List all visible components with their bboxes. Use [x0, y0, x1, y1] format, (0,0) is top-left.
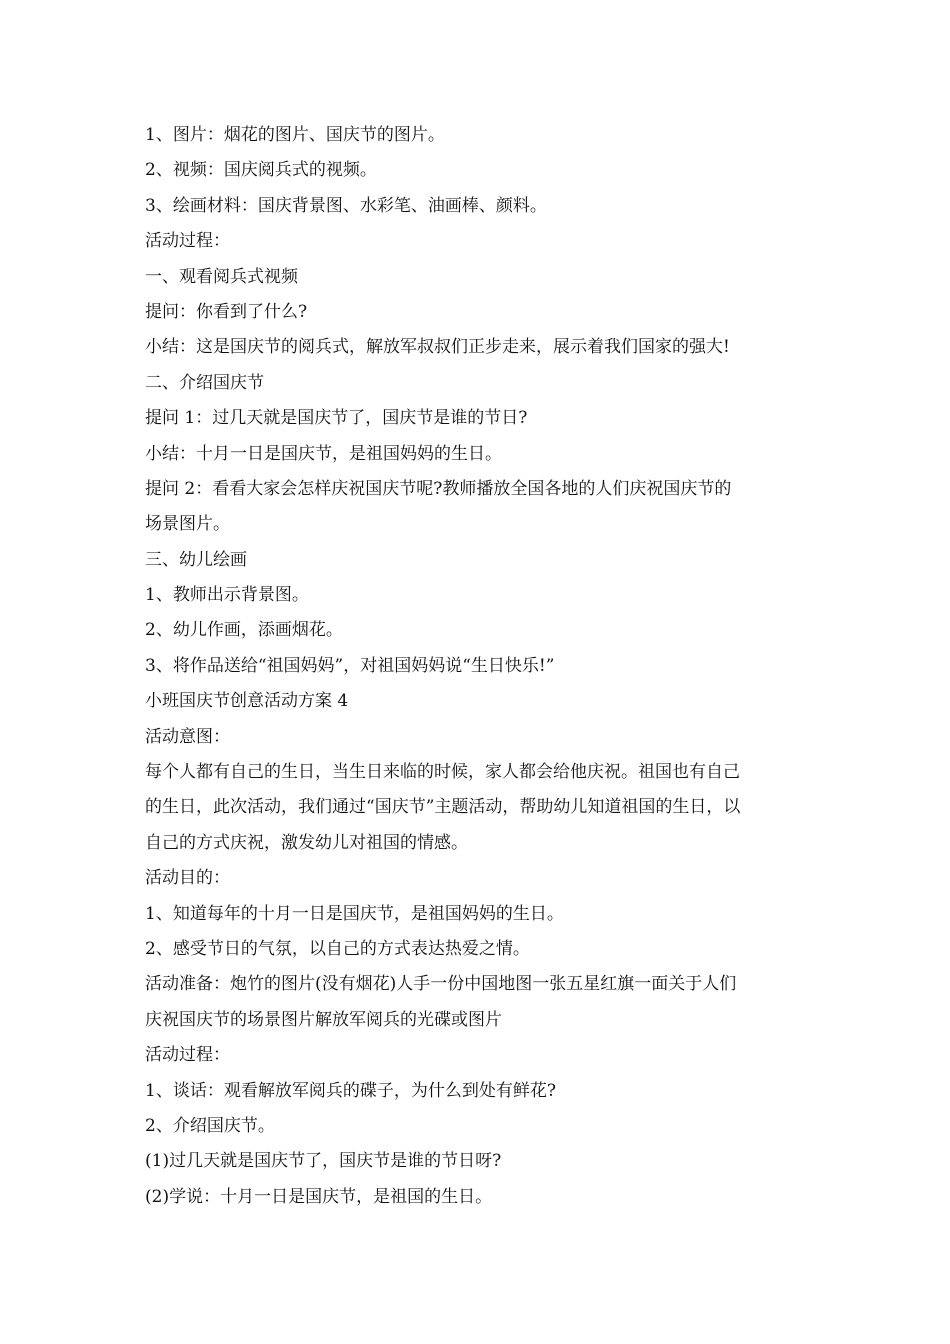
text-line: 每个人都有自己的生日，当生日来临的时候，家人都会给他庆祝。祖国也有自己: [145, 762, 740, 783]
text-line: 活动准备：炮竹的图片(没有烟花)人手一份中国地图一张五星红旗一面关于人们: [145, 974, 737, 995]
text-line: 提问 2：看看大家会怎样庆祝国庆节呢?教师播放全国各地的人们庆祝国庆节的: [145, 478, 732, 499]
text-line: 小结：十月一日是国庆节，是祖国妈妈的生日。: [145, 443, 502, 464]
section-heading: 活动过程：: [145, 231, 230, 252]
plan-title: 小班国庆节创意活动方案 4: [145, 691, 349, 712]
text-line: 2、感受节日的气氛，以自己的方式表达热爱之情。: [145, 938, 530, 959]
text-line: 3、绘画材料：国庆背景图、水彩笔、油画棒、颜料。: [145, 195, 547, 216]
text-line: 提问 1：过几天就是国庆节了，国庆节是谁的节日?: [145, 408, 528, 429]
text-line: 庆祝国庆节的场景图片解放军阅兵的光碟或图片: [145, 1009, 502, 1030]
text-line: 提问：你看到了什么?: [145, 301, 308, 322]
text-line: 2、视频：国庆阅兵式的视频。: [145, 160, 377, 181]
text-line: (1)过几天就是国庆节了，国庆节是谁的节日呀?: [145, 1151, 502, 1172]
text-line: 自己的方式庆祝，激发幼儿对祖国的情感。: [145, 832, 468, 853]
section-heading: 活动意图：: [145, 726, 230, 747]
document-page: [145, 118, 815, 1215]
text-line: 2、幼儿作画，添画烟花。: [145, 620, 343, 641]
text-line: (2)学说：十月一日是国庆节，是祖国的生日。: [145, 1186, 493, 1207]
text-line: 场景图片。: [145, 514, 230, 535]
section-heading: 活动过程：: [145, 1045, 230, 1066]
text-line: 1、知道每年的十月一日是国庆节，是祖国妈妈的生日。: [145, 903, 564, 924]
section-heading: 二、介绍国庆节: [145, 372, 264, 393]
section-heading: 三、幼儿绘画: [145, 549, 247, 570]
text-line: 小结：这是国庆节的阅兵式，解放军叔叔们正步走来，展示着我们国家的强大!: [145, 337, 730, 358]
text-line: 2、介绍国庆节。: [145, 1115, 275, 1136]
text-line: 3、将作品送给“祖国妈妈”，对祖国妈妈说“生日快乐!”: [145, 655, 555, 676]
text-line: 1、教师出示背景图。: [145, 585, 309, 606]
section-heading: 活动目的：: [145, 868, 230, 889]
text-line: 的生日，此次活动，我们通过“国庆节”主题活动，帮助幼儿知道祖国的生日，以: [145, 797, 741, 818]
section-heading: 一、观看阅兵式视频: [145, 266, 298, 287]
text-line: 1、图片：烟花的图片、国庆节的图片。: [145, 125, 445, 145]
text-line: 1、谈话：观看解放军阅兵的碟子，为什么到处有鲜花?: [145, 1080, 556, 1101]
